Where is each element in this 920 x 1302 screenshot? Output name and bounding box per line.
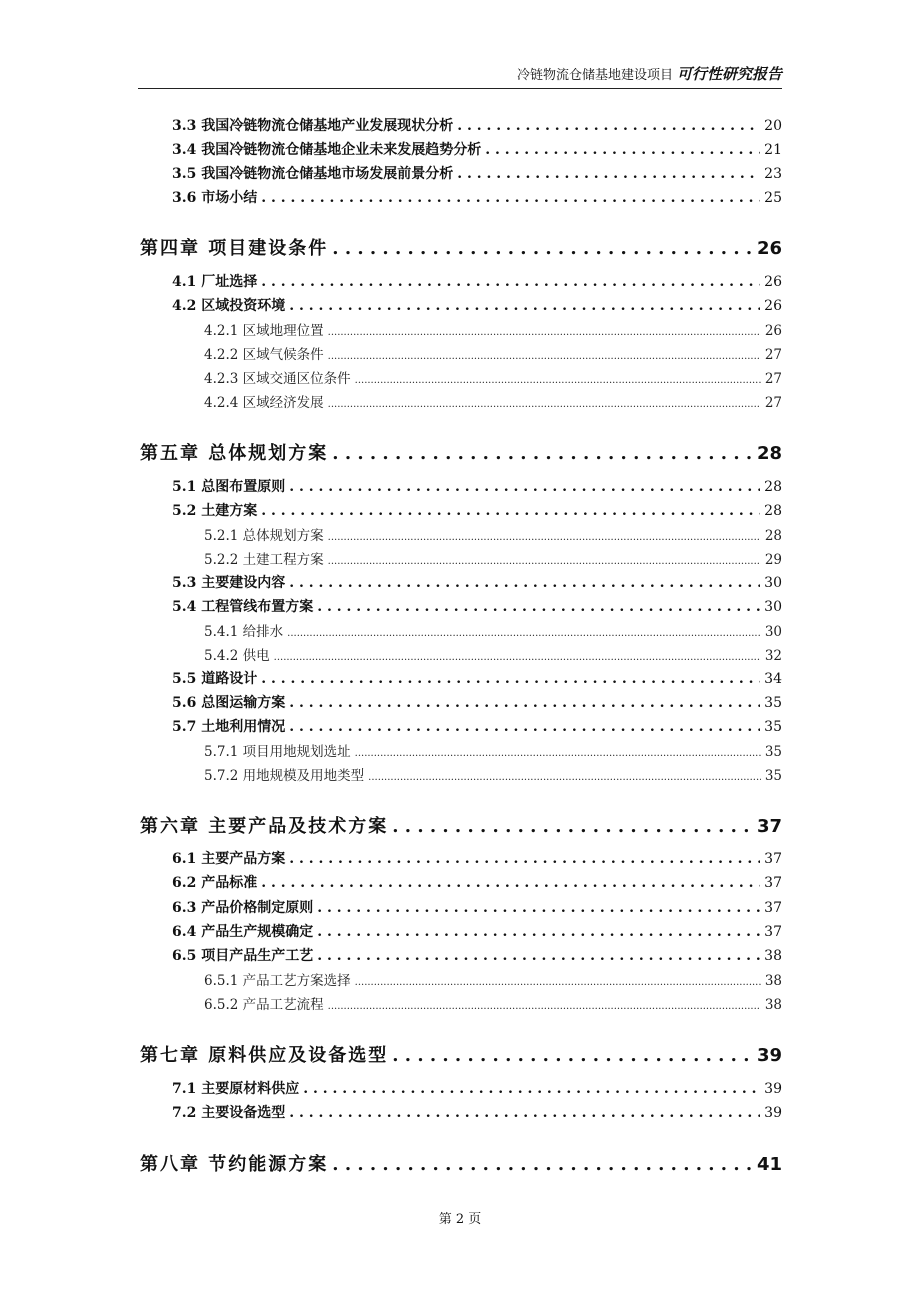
toc-entry-title: 4.2.3 区域交通区位条件 bbox=[204, 371, 351, 387]
toc-entry-page-number: 37 bbox=[756, 816, 782, 837]
toc-entry-level-2[interactable] bbox=[172, 1102, 782, 1122]
toc-entry-level-2[interactable] bbox=[172, 848, 782, 868]
toc-entry-page-number: 35 bbox=[764, 719, 782, 735]
toc-entry-page-number: 37 bbox=[764, 851, 782, 867]
toc-entry-title: 3.3 我国冷链物流仓储基地产业发展现状分析 bbox=[172, 118, 454, 134]
toc-dot-leader bbox=[261, 190, 760, 206]
toc-entry-page-number: 20 bbox=[764, 118, 782, 134]
toc-dot-leader bbox=[355, 371, 761, 387]
toc-entry-title: 6.2 产品标准 bbox=[172, 875, 258, 891]
toc-entry-page-number: 28 bbox=[764, 479, 782, 495]
toc-dot-leader bbox=[303, 1081, 760, 1097]
toc-entry-title: 6.1 主要产品方案 bbox=[172, 851, 286, 867]
toc-entry-page-number: 35 bbox=[764, 744, 782, 760]
toc-entry-page-number: 29 bbox=[764, 552, 782, 568]
toc-dot-leader bbox=[368, 768, 761, 784]
toc-entry-page-number: 34 bbox=[764, 671, 782, 687]
toc-entry-title: 第七章 原料供应及设备选型 bbox=[140, 1045, 389, 1066]
toc-entry-title: 6.5.1 产品工艺方案选择 bbox=[204, 973, 351, 989]
toc-entry-title: 6.4 产品生产规模确定 bbox=[172, 924, 314, 940]
toc-entry-title: 5.7 土地利用情况 bbox=[172, 719, 286, 735]
toc-entry-level-1[interactable] bbox=[140, 1150, 782, 1176]
toc-entry-level-2[interactable] bbox=[172, 139, 782, 159]
toc-entry-level-3[interactable] bbox=[204, 367, 782, 387]
toc-entry-level-2[interactable] bbox=[172, 921, 782, 941]
toc-entry-page-number: 27 bbox=[764, 371, 782, 387]
page-header bbox=[138, 62, 782, 89]
toc-dot-leader bbox=[317, 599, 760, 615]
toc-entry-title: 7.2 主要设备选型 bbox=[172, 1105, 286, 1121]
toc-entry-title: 3.4 我国冷链物流仓储基地企业未来发展趋势分析 bbox=[172, 142, 482, 158]
toc-dot-leader bbox=[355, 744, 761, 760]
toc-dot-leader bbox=[289, 695, 760, 711]
toc-dot-leader bbox=[287, 624, 761, 640]
toc-entry-title: 6.5.2 产品工艺流程 bbox=[204, 997, 324, 1013]
toc-entry-page-number: 26 bbox=[756, 238, 782, 259]
toc-dot-leader bbox=[317, 948, 760, 964]
toc-entry-page-number: 35 bbox=[764, 695, 782, 711]
toc-entry-level-2[interactable] bbox=[172, 1078, 782, 1098]
toc-dot-leader bbox=[457, 118, 760, 134]
toc-entry-title: 3.5 我国冷链物流仓储基地市场发展前景分析 bbox=[172, 166, 454, 182]
toc-dot-leader bbox=[261, 274, 760, 290]
toc-entry-title: 第四章 项目建设条件 bbox=[140, 238, 329, 259]
toc-entry-title: 5.3 主要建设内容 bbox=[172, 575, 286, 591]
toc-entry-level-2[interactable] bbox=[172, 596, 782, 616]
toc-entry-page-number: 23 bbox=[764, 166, 782, 182]
toc-dot-leader bbox=[261, 503, 760, 519]
toc-dot-leader bbox=[457, 166, 760, 182]
toc-entry-title: 5.4.2 供电 bbox=[204, 648, 270, 664]
toc-entry-title: 6.5 项目产品生产工艺 bbox=[172, 948, 314, 964]
toc-entry-page-number: 28 bbox=[756, 443, 782, 464]
toc-entry-level-1[interactable] bbox=[140, 439, 782, 465]
toc-dot-leader bbox=[328, 997, 761, 1013]
toc-dot-leader bbox=[289, 479, 760, 495]
toc-entry-page-number: 27 bbox=[764, 395, 782, 411]
toc-dot-leader bbox=[328, 347, 761, 363]
toc-entry-title: 4.1 厂址选择 bbox=[172, 274, 258, 290]
toc-entry-level-2[interactable] bbox=[172, 897, 782, 917]
toc-dot-leader bbox=[328, 528, 761, 544]
toc-entry-page-number: 38 bbox=[764, 973, 782, 989]
toc-entry-page-number: 38 bbox=[764, 997, 782, 1013]
toc-entry-page-number: 39 bbox=[764, 1105, 782, 1121]
toc-entry-title: 5.2.2 土建工程方案 bbox=[204, 552, 324, 568]
toc-dot-leader bbox=[289, 1105, 760, 1121]
toc-entry-level-1[interactable] bbox=[140, 234, 782, 260]
toc-entry-page-number: 30 bbox=[764, 624, 782, 640]
toc-entry-page-number: 26 bbox=[764, 323, 782, 339]
toc-entry-level-3[interactable] bbox=[204, 969, 782, 989]
toc-entry-level-3[interactable] bbox=[204, 993, 782, 1013]
toc-entry-level-2[interactable] bbox=[172, 692, 782, 712]
toc-entry-title: 第六章 主要产品及技术方案 bbox=[140, 816, 389, 837]
toc-entry-title: 第八章 节约能源方案 bbox=[140, 1154, 329, 1175]
toc-dot-leader bbox=[261, 875, 760, 891]
toc-entry-level-2[interactable] bbox=[172, 295, 782, 315]
toc-entry-page-number: 41 bbox=[756, 1154, 782, 1175]
toc-entry-level-2[interactable] bbox=[172, 271, 782, 291]
toc-entry-page-number: 39 bbox=[756, 1045, 782, 1066]
toc-entry-page-number: 27 bbox=[764, 347, 782, 363]
toc-entry-level-3[interactable] bbox=[204, 548, 782, 568]
toc-entry-title: 5.4 工程管线布置方案 bbox=[172, 599, 314, 615]
toc-entry-page-number: 30 bbox=[764, 599, 782, 615]
toc-entry-level-2[interactable] bbox=[172, 872, 782, 892]
header-doc-type: 可行性研究报告 bbox=[676, 65, 782, 83]
toc-entry-level-2[interactable] bbox=[172, 500, 782, 520]
toc-dot-leader bbox=[392, 1045, 753, 1066]
toc-entry-title: 5.7.1 项目用地规划选址 bbox=[204, 744, 351, 760]
toc-entry-title: 5.6 总图运输方案 bbox=[172, 695, 286, 711]
toc-entry-level-2[interactable] bbox=[172, 945, 782, 965]
toc-entry-level-1[interactable] bbox=[140, 812, 782, 838]
toc-dot-leader bbox=[332, 1154, 753, 1175]
toc-dot-leader bbox=[289, 298, 760, 314]
toc-entry-page-number: 32 bbox=[764, 648, 782, 664]
toc-entry-title: 3.6 市场小结 bbox=[172, 190, 258, 206]
toc-dot-leader bbox=[328, 395, 761, 411]
toc-dot-leader bbox=[328, 552, 761, 568]
toc-entry-title: 7.1 主要原材料供应 bbox=[172, 1081, 300, 1097]
toc-entry-level-2[interactable] bbox=[172, 187, 782, 207]
toc-dot-leader bbox=[332, 238, 753, 259]
toc-dot-leader bbox=[392, 816, 753, 837]
toc-entry-level-2[interactable] bbox=[172, 115, 782, 135]
page-number: 第 2 页 bbox=[438, 1212, 482, 1227]
toc-dot-leader bbox=[289, 851, 760, 867]
toc-entry-title: 5.2 土建方案 bbox=[172, 503, 258, 519]
toc-dot-leader bbox=[289, 575, 760, 591]
toc-entry-title: 4.2 区域投资环境 bbox=[172, 298, 286, 314]
toc-entry-page-number: 37 bbox=[764, 875, 782, 891]
toc-dot-leader bbox=[289, 719, 760, 735]
toc-entry-page-number: 35 bbox=[764, 768, 782, 784]
header-text bbox=[517, 63, 782, 84]
toc-entry-level-3[interactable] bbox=[204, 319, 782, 339]
toc-entry-page-number: 37 bbox=[764, 900, 782, 916]
toc-entry-level-3[interactable] bbox=[204, 620, 782, 640]
toc-entry-title: 6.3 产品价格制定原则 bbox=[172, 900, 314, 916]
toc-entry-level-3[interactable] bbox=[204, 764, 782, 784]
toc-entry-level-3[interactable] bbox=[204, 391, 782, 411]
toc-entry-level-2[interactable] bbox=[172, 476, 782, 496]
toc-entry-title: 4.2.2 区域气候条件 bbox=[204, 347, 324, 363]
toc-entry-page-number: 21 bbox=[764, 142, 782, 158]
toc-entry-title: 5.4.1 给排水 bbox=[204, 624, 284, 640]
toc-dot-leader bbox=[317, 900, 760, 916]
toc-entry-level-2[interactable] bbox=[172, 668, 782, 688]
toc-entry-page-number: 26 bbox=[764, 274, 782, 290]
toc-entry-page-number: 28 bbox=[764, 528, 782, 544]
toc-entry-title: 4.2.4 区域经济发展 bbox=[204, 395, 324, 411]
toc-dot-leader bbox=[328, 323, 761, 339]
toc-entry-level-1[interactable] bbox=[140, 1041, 782, 1067]
toc-entry-title: 5.2.1 总体规划方案 bbox=[204, 528, 324, 544]
toc-entry-page-number: 38 bbox=[764, 948, 782, 964]
toc-entry-page-number: 30 bbox=[764, 575, 782, 591]
toc-entry-page-number: 25 bbox=[764, 190, 782, 206]
toc-entry-level-3[interactable] bbox=[204, 343, 782, 363]
toc-dot-leader bbox=[485, 142, 760, 158]
toc-entry-level-2[interactable] bbox=[172, 572, 782, 592]
toc-entry-page-number: 26 bbox=[764, 298, 782, 314]
toc-entry-page-number: 28 bbox=[764, 503, 782, 519]
toc-entry-level-2[interactable] bbox=[172, 716, 782, 736]
toc-entry-title: 4.2.1 区域地理位置 bbox=[204, 323, 324, 339]
toc-entry-title: 5.5 道路设计 bbox=[172, 671, 258, 687]
toc-entry-level-3[interactable] bbox=[204, 740, 782, 760]
toc-entry-level-2[interactable] bbox=[172, 163, 782, 183]
toc-dot-leader bbox=[317, 924, 760, 940]
toc-entry-title: 5.1 总图布置原则 bbox=[172, 479, 286, 495]
toc-dot-leader bbox=[261, 671, 760, 687]
toc-entry-page-number: 37 bbox=[764, 924, 782, 940]
toc-dot-leader bbox=[355, 973, 761, 989]
toc-dot-leader bbox=[332, 443, 753, 464]
toc-entry-page-number: 39 bbox=[764, 1081, 782, 1097]
page-footer bbox=[0, 1208, 920, 1227]
header-project-title: 冷链物流仓储基地建设项目 bbox=[516, 68, 673, 83]
toc-entry-level-3[interactable] bbox=[204, 524, 782, 544]
toc-entry-level-3[interactable] bbox=[204, 644, 782, 664]
toc-entry-title: 第五章 总体规划方案 bbox=[140, 443, 329, 464]
toc-dot-leader bbox=[274, 648, 761, 664]
toc-entry-title: 5.7.2 用地规模及用地类型 bbox=[204, 768, 365, 784]
